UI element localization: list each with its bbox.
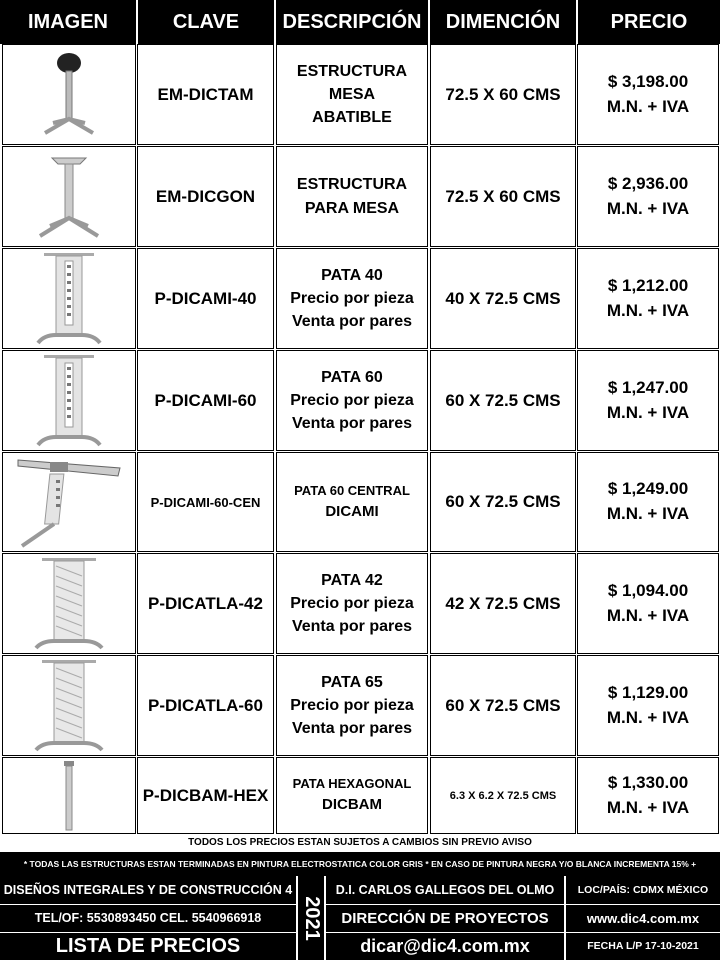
description-line: Venta por pares bbox=[291, 313, 413, 331]
footer-divider bbox=[0, 904, 296, 905]
product-price bbox=[577, 655, 719, 756]
product-dimensions: 60 X 72.5 CMS bbox=[430, 655, 576, 756]
description-line: PATA 60 bbox=[321, 368, 383, 386]
panel-leg-perforated-icon bbox=[24, 556, 114, 652]
price-amount: $ 1,129.00 bbox=[607, 682, 689, 702]
price-currency: M.N. + IVA bbox=[606, 300, 690, 320]
product-image bbox=[2, 44, 136, 145]
product-image bbox=[2, 452, 136, 552]
company-phones: TEL/OF: 5530893450 CEL. 5540966918 bbox=[0, 904, 296, 932]
product-image bbox=[2, 655, 136, 756]
product-description bbox=[276, 452, 428, 552]
product-price bbox=[577, 452, 719, 552]
product-description bbox=[276, 655, 428, 756]
product-image bbox=[2, 757, 136, 834]
description-line: Venta por pares bbox=[291, 415, 413, 433]
location-text: LOC/PAÍS: CDMX MÉXICO bbox=[566, 876, 720, 904]
footer-divider bbox=[326, 932, 720, 933]
product-image bbox=[2, 350, 136, 451]
product-dimensions: 40 X 72.5 CMS bbox=[430, 248, 576, 349]
footer-divider bbox=[564, 876, 566, 960]
table-base-square-top-icon bbox=[34, 152, 104, 242]
footer-year bbox=[298, 876, 324, 960]
description-line: PATA 42 bbox=[321, 571, 383, 589]
product-dimensions: 60 X 72.5 CMS bbox=[430, 350, 576, 451]
header-imagen: IMAGEN bbox=[0, 0, 136, 44]
hexagonal-leg-icon bbox=[54, 759, 84, 833]
product-description bbox=[276, 248, 428, 349]
paint-note-bar: * TODAS LAS ESTRUCTURAS ESTAN TERMINADAS EN PINTURA ELECTROSTATICA COLOR GRIS * EN CASO DE PINTURA NEGRA Y/O BLANCA INCREMENTA 15% + bbox=[0, 852, 720, 876]
footer-divider bbox=[296, 876, 298, 960]
product-description bbox=[276, 146, 428, 247]
year-text: 2021 bbox=[300, 895, 323, 941]
product-price bbox=[577, 44, 719, 145]
product-price bbox=[577, 146, 719, 247]
price-amount: $ 2,936.00 bbox=[607, 173, 689, 193]
description-line: Precio por pieza bbox=[290, 594, 414, 612]
product-dimensions: 60 X 72.5 CMS bbox=[430, 452, 576, 552]
description-line: DICBAM bbox=[322, 796, 382, 814]
price-currency: M.N. + IVA bbox=[606, 707, 690, 727]
email-link[interactable]: dicar@dic4.com.mx bbox=[326, 932, 564, 960]
description-line: PATA 60 CENTRAL bbox=[294, 482, 410, 498]
price-currency: M.N. + IVA bbox=[606, 605, 690, 625]
price-amount: $ 1,094.00 bbox=[607, 580, 689, 600]
product-image bbox=[2, 248, 136, 349]
panel-leg-slotted-icon bbox=[24, 353, 114, 449]
table-base-round-top-icon bbox=[39, 51, 99, 139]
product-price bbox=[577, 350, 719, 451]
product-dimensions: 6.3 X 6.2 X 72.5 CMS bbox=[430, 757, 576, 834]
product-code: P-DICBAM-HEX bbox=[137, 757, 274, 834]
product-price bbox=[577, 248, 719, 349]
description-line: Precio por pieza bbox=[290, 391, 414, 409]
product-dimensions: 72.5 X 60 CMS bbox=[430, 44, 576, 145]
footer-divider bbox=[326, 904, 720, 905]
description-line: DICAMI bbox=[325, 502, 379, 520]
price-notice: TODOS LOS PRECIOS ESTAN SUJETOS A CAMBIOS SIN PREVIO AVISO bbox=[188, 837, 532, 848]
list-date: FECHA L/P 17-10-2021 bbox=[566, 932, 720, 960]
price-currency: M.N. + IVA bbox=[606, 402, 690, 422]
product-code: P-DICAMI-40 bbox=[137, 248, 274, 349]
description-line: Precio por pieza bbox=[290, 696, 414, 714]
header-precio: PRECIO bbox=[578, 0, 720, 44]
product-image bbox=[2, 146, 136, 247]
product-dimensions: 72.5 X 60 CMS bbox=[430, 146, 576, 247]
panel-leg-perforated-icon bbox=[24, 658, 114, 754]
product-price bbox=[577, 757, 719, 834]
product-code: P-DICATLA-60 bbox=[137, 655, 274, 756]
description-line: ESTRUCTURA bbox=[296, 176, 408, 194]
description-line: ABATIBLE bbox=[312, 109, 392, 127]
description-line: PATA HEXAGONAL bbox=[292, 776, 412, 792]
description-line: PATA 65 bbox=[321, 673, 383, 691]
director-name: D.I. CARLOS GALLEGOS DEL OLMO bbox=[326, 876, 564, 904]
product-description bbox=[276, 350, 428, 451]
product-description bbox=[276, 757, 428, 834]
price-amount: $ 1,247.00 bbox=[607, 377, 689, 397]
price-currency: M.N. + IVA bbox=[606, 504, 690, 523]
product-description bbox=[276, 553, 428, 654]
department-name: DIRECCIÓN DE PROYECTOS bbox=[326, 904, 564, 932]
website-link[interactable]: www.dic4.com.mx bbox=[566, 904, 720, 932]
product-image bbox=[2, 553, 136, 654]
header-clave: CLAVE bbox=[138, 0, 274, 44]
company-name: DISEÑOS INTEGRALES Y DE CONSTRUCCIÓN 4 bbox=[0, 876, 296, 904]
price-currency: M.N. + IVA bbox=[606, 198, 690, 218]
product-code: EM-DICTAM bbox=[137, 44, 274, 145]
description-line: PATA 40 bbox=[321, 266, 383, 284]
product-code: P-DICATLA-42 bbox=[137, 553, 274, 654]
list-title: LISTA DE PRECIOS bbox=[0, 932, 296, 960]
price-amount: $ 1,330.00 bbox=[607, 772, 689, 792]
product-code: P-DICAMI-60-CEN bbox=[137, 452, 274, 552]
description-line: MESA bbox=[328, 85, 376, 103]
price-amount: $ 1,212.00 bbox=[607, 275, 689, 295]
product-code: P-DICAMI-60 bbox=[137, 350, 274, 451]
description-line: PARA MESA bbox=[304, 199, 400, 217]
price-amount: $ 1,249.00 bbox=[607, 479, 689, 499]
description-line: Venta por pares bbox=[291, 720, 413, 738]
price-amount: $ 3,198.00 bbox=[607, 71, 689, 91]
product-dimensions: 42 X 72.5 CMS bbox=[430, 553, 576, 654]
footer-divider bbox=[0, 932, 296, 933]
price-currency: M.N. + IVA bbox=[606, 96, 690, 116]
product-code: EM-DICGON bbox=[137, 146, 274, 247]
product-price bbox=[577, 553, 719, 654]
footer-divider bbox=[324, 876, 326, 960]
header-descripcion: DESCRIPCIÓN bbox=[276, 0, 428, 44]
central-leg-icon bbox=[14, 454, 124, 550]
header-dimencion: DIMENCIÓN bbox=[430, 0, 576, 44]
price-currency: M.N. + IVA bbox=[606, 797, 690, 817]
description-line: Venta por pares bbox=[291, 618, 413, 636]
description-line: ESTRUCTURA bbox=[296, 62, 408, 80]
description-line: Precio por pieza bbox=[290, 289, 414, 307]
product-description bbox=[276, 44, 428, 145]
panel-leg-slotted-icon bbox=[24, 251, 114, 347]
